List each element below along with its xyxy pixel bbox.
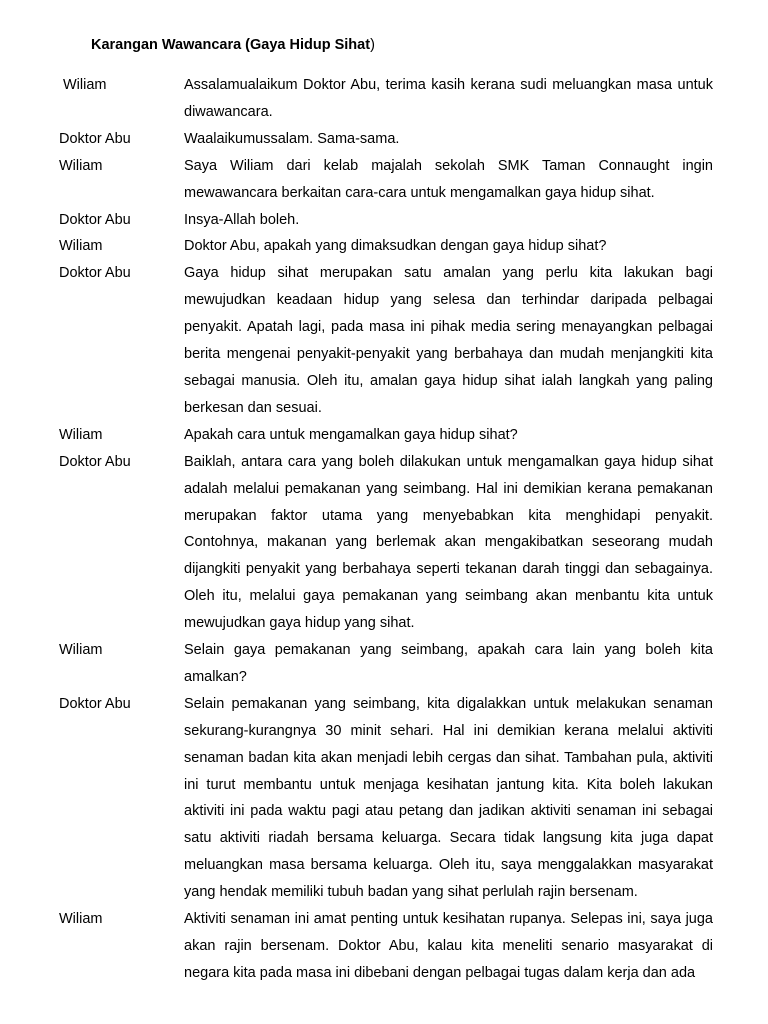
dialogue-turn <box>59 72 713 126</box>
utterance-text: Selain gaya pemakanan yang seimbang, apakah cara lain yang boleh kita amalkan? <box>184 642 713 685</box>
speaker-name: Wiliam <box>59 911 103 928</box>
dialogue-turn <box>59 906 713 987</box>
speaker-name: Wiliam <box>59 157 103 174</box>
speaker-name: Doktor Abu <box>59 453 131 470</box>
dialogue-turn <box>59 260 713 421</box>
document-title-closing: ) <box>370 37 375 53</box>
document-title-text: Karangan Wawancara (Gaya Hidup Sihat <box>91 37 371 53</box>
utterance-text: Saya Wiliam dari kelab majalah sekolah SMK Taman Connaught ingin mewawancara berkaitan cara-cara untuk mengamalkan gaya hidup sihat. <box>184 157 713 201</box>
dialogue-turn <box>59 207 713 234</box>
dialogue-turn <box>59 449 713 637</box>
speaker-name: Wiliam <box>59 426 103 443</box>
interview-dialogue <box>59 72 713 987</box>
utterance-text: Waalaikumussalam. Sama-sama. <box>184 130 400 147</box>
dialogue-turn <box>59 233 713 260</box>
document-title <box>91 37 375 53</box>
speaker-name: Wiliam <box>63 77 107 93</box>
utterance-text: Assalamualaikum Doktor Abu, terima kasih kerana sudi meluangkan masa untuk diwawancara. <box>184 77 713 120</box>
dialogue-turn <box>59 153 713 207</box>
dialogue-turn <box>59 422 713 449</box>
speaker-name: Doktor Abu <box>59 695 131 712</box>
utterance-text: Insya-Allah boleh. <box>184 211 300 228</box>
utterance-text: Apakah cara untuk mengamalkan gaya hidup sihat? <box>184 426 518 443</box>
speaker-name: Wiliam <box>59 238 103 255</box>
utterance-text: Doktor Abu, apakah yang dimaksudkan dengan gaya hidup sihat? <box>184 238 607 255</box>
utterance-text: Baiklah, antara cara yang boleh dilakukan untuk mengamalkan gaya hidup sihat adalah melalui pemakanan yang seimbang. Hal ini demikian kerana pemakanan merupakan faktor utama yang menyebabkan kita menghidapi penyakit. Contohnya, makanan yang berlemak akan mengakibatkan seseorang mudah dijangkiti penyakit yang berbahaya seperti tekanan darah tinggi dan sebagainya. Oleh itu, melalui gaya pemakanan yang seimbang akan menbantu kita untuk mewujudkan gaya hidup yang sihat. <box>184 453 713 632</box>
speaker-name: Wiliam <box>59 642 103 659</box>
dialogue-turn <box>59 691 713 906</box>
dialogue-turn <box>59 126 713 153</box>
utterance-text: Selain pemakanan yang seimbang, kita digalakkan untuk melakukan senaman sekurang-kurangnya 30 minit sehari. Hal ini demikian kerana melalui aktiviti senaman badan kita akan menjadi lebih cergas dan sihat. Tambahan pula, aktiviti ini turut membantu untuk menjaga kesihatan jantung kita. Kita boleh lakukan aktiviti ini pada waktu pagi atau petang dan jadikan aktiviti senaman ini sebagai satu aktiviti riadah bersama keluarga. Secara tidak langsung kita juga dapat meluangkan masa bersama keluarga. Oleh itu, saya menggalakkan masyarakat yang hendak memiliki tubuh badan yang sihat perlulah rajin bersenam. <box>184 695 713 901</box>
speaker-name: Doktor Abu <box>59 265 131 282</box>
dialogue-turn <box>59 637 713 691</box>
utterance-text: Gaya hidup sihat merupakan satu amalan yang perlu kita lakukan bagi mewujudkan keadaan hidup yang selesa dan terhindar daripada pelbagai penyakit. Apatah lagi, pada masa ini pihak media sering menayangkan pelbagai berita mengenai penyakit-penyakit yang berbahaya dan mudah menjangkiti kita sebagai manusia. Oleh itu, amalan gaya hidup sihat ialah langkah yang paling berkesan dan sesuai. <box>184 265 713 416</box>
speaker-name: Doktor Abu <box>59 130 131 147</box>
speaker-name: Doktor Abu <box>59 211 131 228</box>
utterance-text: Aktiviti senaman ini amat penting untuk kesihatan rupanya. Selepas ini, saya juga akan rajin bersenam. Doktor Abu, kalau kita meneliti senario masyarakat di negara kita pada masa ini dibebani dengan pelbagai tugas dalam kerja dan ada <box>184 911 713 981</box>
